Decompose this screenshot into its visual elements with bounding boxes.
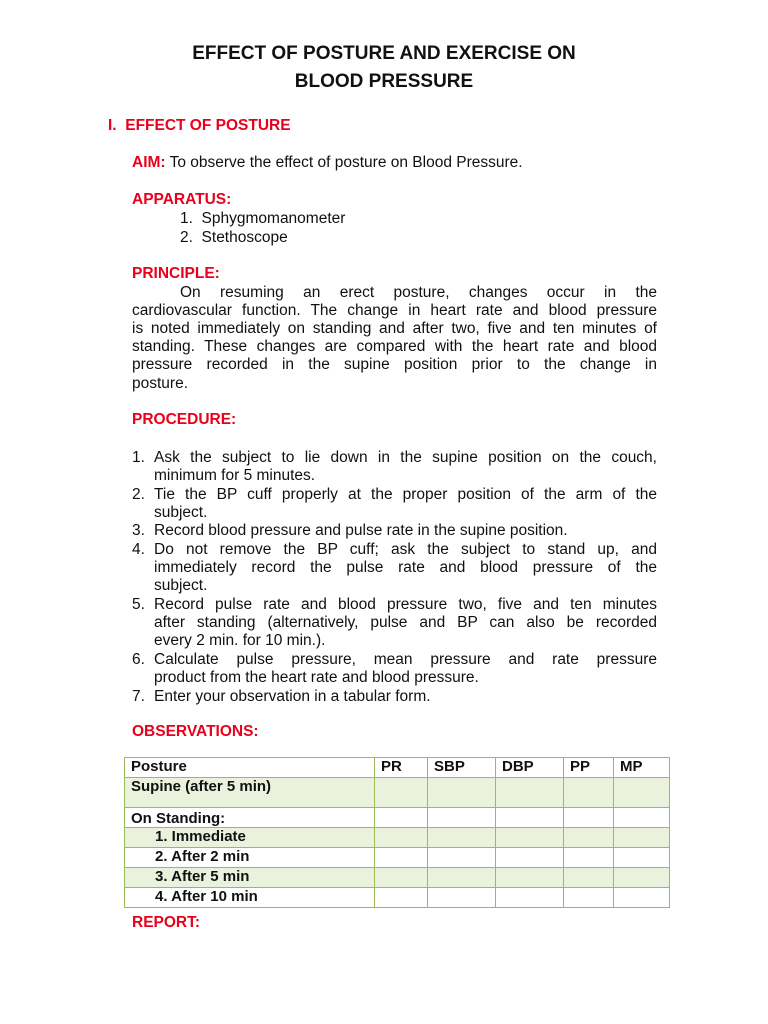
principle-line: On resuming an erect posture, changes occur in the xyxy=(180,284,657,301)
procedure-number: 5. xyxy=(132,596,145,613)
procedure-line: Do not remove the BP cuff; ask the subject to stand up, and xyxy=(154,541,657,558)
table-row xyxy=(125,868,670,888)
procedure-line: immediately record the pulse rate and blood pressure of the xyxy=(154,559,657,576)
aim-line xyxy=(132,154,523,172)
table-cell xyxy=(428,778,496,808)
table-cell xyxy=(614,828,670,848)
table-cell xyxy=(614,868,670,888)
table-cell xyxy=(428,848,496,868)
table-header-row xyxy=(125,758,670,778)
principle-line: pressure recorded in the supine position prior to the change in xyxy=(132,356,657,373)
procedure-line: product from the heart rate and blood pressure. xyxy=(154,669,479,686)
table-cell xyxy=(428,868,496,888)
procedure-line: Tie the BP cuff properly at the proper position of the arm of the xyxy=(154,486,657,503)
table-header-cell: SBP xyxy=(428,758,496,778)
procedure-line: subject. xyxy=(154,577,208,594)
table-cell xyxy=(564,808,614,828)
apparatus-item: 1. Sphygmomanometer xyxy=(180,210,346,227)
procedure-line: every 2 min. for 10 min.). xyxy=(154,632,326,649)
procedure-number: 6. xyxy=(132,651,145,668)
procedure-line: minimum for 5 minutes. xyxy=(154,467,316,484)
table-row xyxy=(125,828,670,848)
table-cell xyxy=(496,848,564,868)
apparatus-item: 2. Stethoscope xyxy=(180,229,288,246)
table-header-cell: MP xyxy=(614,758,670,778)
table-header-cell: Posture xyxy=(125,758,375,778)
table-row-label: 1. Immediate xyxy=(125,828,375,848)
page-title-line2: BLOOD PRESSURE xyxy=(294,71,474,92)
table-cell xyxy=(375,828,428,848)
table-cell xyxy=(375,868,428,888)
table-cell xyxy=(496,888,564,908)
table-cell xyxy=(564,888,614,908)
table-row xyxy=(125,888,670,908)
procedure-number: 1. xyxy=(132,449,145,466)
table-cell xyxy=(496,828,564,848)
table-cell xyxy=(614,778,670,808)
table-cell xyxy=(614,888,670,908)
table-cell xyxy=(564,868,614,888)
principle-line: posture. xyxy=(132,375,189,392)
procedure-number: 7. xyxy=(132,688,145,705)
aim-text: To observe the effect of posture on Blood Pressure. xyxy=(169,154,523,171)
principle-line: cardiovascular function. The change in heart rate and blood pressure xyxy=(132,302,657,319)
table-header-cell: PP xyxy=(564,758,614,778)
procedure-line: subject. xyxy=(154,504,208,521)
table-header-cell: PR xyxy=(375,758,428,778)
observations-label: OBSERVATIONS: xyxy=(132,723,259,740)
procedure-number: 2. xyxy=(132,486,145,503)
table-cell xyxy=(375,848,428,868)
report-label: REPORT: xyxy=(132,914,201,931)
procedure-line: Enter your observation in a tabular form. xyxy=(154,688,431,705)
table-row-label: On Standing: xyxy=(125,808,375,828)
table-cell xyxy=(564,828,614,848)
section-heading: I. EFFECT OF POSTURE xyxy=(108,117,291,134)
apparatus-label: APPARATUS: xyxy=(132,191,232,208)
table-cell xyxy=(496,808,564,828)
table-row xyxy=(125,778,670,808)
table-cell xyxy=(375,808,428,828)
principle-line: standing. These changes are compared with the heart rate and blood xyxy=(132,338,657,355)
table-row xyxy=(125,848,670,868)
table-cell xyxy=(496,868,564,888)
aim-label: AIM: xyxy=(132,154,166,171)
table-cell xyxy=(564,778,614,808)
apparatus-item-text: Sphygmomanometer xyxy=(201,210,346,227)
procedure-number: 3. xyxy=(132,522,145,539)
table-cell xyxy=(614,848,670,868)
page-title-line1: EFFECT OF POSTURE AND EXERCISE ON xyxy=(192,43,576,64)
principle-line: is noted immediately on standing and after two, five and ten minutes of xyxy=(132,320,657,337)
table-cell xyxy=(428,828,496,848)
procedure-line: Ask the subject to lie down in the supine position on the couch, xyxy=(154,449,657,466)
table-cell xyxy=(375,888,428,908)
procedure-line: after standing (alternatively, pulse and BP can also be recorded xyxy=(154,614,657,631)
procedure-line: Record blood pressure and pulse rate in the supine position. xyxy=(154,522,568,539)
table-row-label: Supine (after 5 min) xyxy=(125,778,375,808)
table-cell xyxy=(375,778,428,808)
table-row-label: 2. After 2 min xyxy=(125,848,375,868)
procedure-label: PROCEDURE: xyxy=(132,411,237,428)
apparatus-item-text: Stethoscope xyxy=(201,229,288,246)
procedure-number: 4. xyxy=(132,541,145,558)
table-cell xyxy=(428,888,496,908)
table-row-label: 4. After 10 min xyxy=(125,888,375,908)
table-header-cell: DBP xyxy=(496,758,564,778)
procedure-line: Record pulse rate and blood pressure two, five and ten minutes xyxy=(154,596,657,613)
principle-label: PRINCIPLE: xyxy=(132,265,220,282)
observation-table xyxy=(124,757,670,908)
table-cell xyxy=(496,778,564,808)
table-cell xyxy=(614,808,670,828)
table-row xyxy=(125,808,670,828)
procedure-line: Calculate pulse pressure, mean pressure and rate pressure xyxy=(154,651,657,668)
table-cell xyxy=(428,808,496,828)
table-cell xyxy=(564,848,614,868)
table-row-label: 3. After 5 min xyxy=(125,868,375,888)
